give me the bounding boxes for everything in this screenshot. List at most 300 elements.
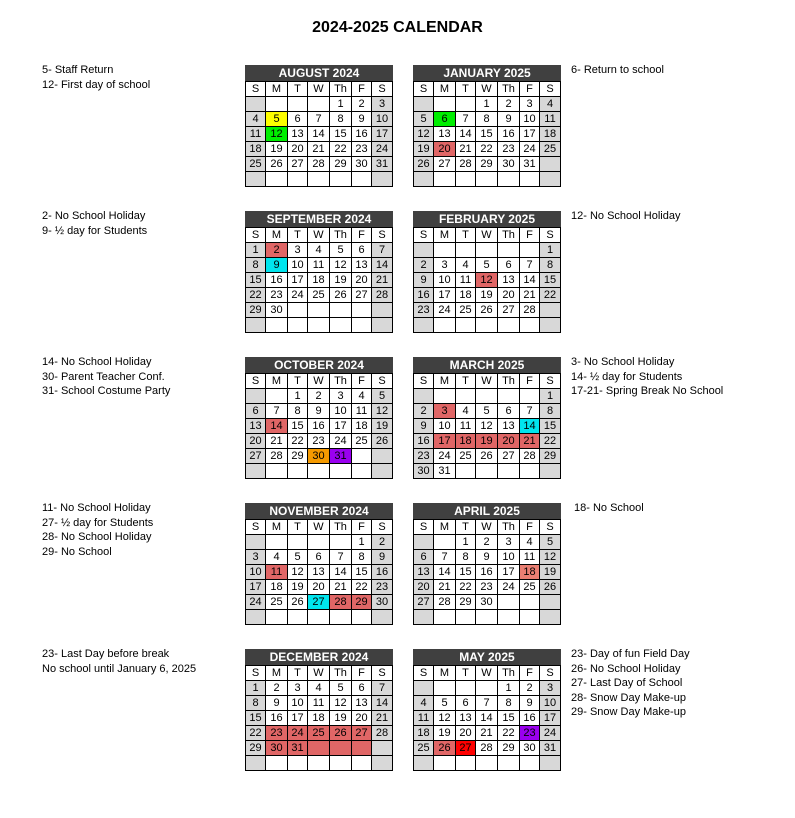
weekday-header: F — [352, 228, 372, 243]
day-cell: 17 — [498, 565, 520, 580]
empty-cell — [246, 172, 266, 187]
day-cell: 10 — [540, 696, 561, 711]
day-cell: 5 — [330, 681, 352, 696]
weekday-header: T — [288, 228, 308, 243]
day-cell: 7 — [372, 243, 393, 258]
day-cell: 21 — [372, 711, 393, 726]
day-cell: 25 — [246, 157, 266, 172]
day-cell: 28 — [456, 157, 476, 172]
day-cell: 31 — [434, 464, 456, 479]
month-title: DECEMBER 2024 — [245, 649, 393, 665]
day-cell: 29 — [540, 449, 561, 464]
empty-cell — [434, 172, 456, 187]
month-title: MARCH 2025 — [413, 357, 561, 373]
day-cell: 4 — [520, 535, 540, 550]
weekday-header: F — [352, 520, 372, 535]
note-line: 17-21- Spring Break No School — [571, 385, 724, 398]
day-cell: 6 — [352, 681, 372, 696]
day-cell: 19 — [372, 419, 393, 434]
day-cell: 13 — [434, 127, 456, 142]
day-cell: 24 — [434, 449, 456, 464]
day-cell: 13 — [414, 565, 434, 580]
weekday-header: M — [434, 374, 456, 389]
empty-cell — [498, 464, 520, 479]
note-line: 27- Last Day of School — [571, 677, 683, 690]
day-cell: 29 — [246, 741, 266, 756]
empty-cell — [246, 97, 266, 112]
day-cell: 3 — [246, 550, 266, 565]
empty-cell — [456, 97, 476, 112]
month-title: NOVEMBER 2024 — [245, 503, 393, 519]
weekday-header: S — [540, 374, 561, 389]
day-cell: 27 — [352, 288, 372, 303]
day-cell: 9 — [308, 404, 330, 419]
day-cell: 27 — [456, 741, 476, 756]
day-cell: 3 — [288, 681, 308, 696]
weekday-header: T — [456, 666, 476, 681]
note-left-2 — [42, 355, 170, 399]
empty-cell — [330, 464, 352, 479]
empty-cell — [308, 535, 330, 550]
day-cell: 2 — [308, 389, 330, 404]
day-cell: 30 — [498, 157, 520, 172]
weekday-header: S — [372, 520, 393, 535]
day-cell: 1 — [288, 389, 308, 404]
day-cell: 23 — [414, 303, 434, 318]
day-cell: 18 — [308, 711, 330, 726]
day-cell: 23 — [266, 288, 288, 303]
weekday-header: S — [414, 228, 434, 243]
day-cell: 13 — [456, 711, 476, 726]
day-cell: 5 — [372, 389, 393, 404]
month-grid — [245, 81, 393, 187]
weekday-header: T — [456, 374, 476, 389]
day-cell: 20 — [308, 580, 330, 595]
empty-cell — [434, 610, 456, 625]
weekday-header: S — [540, 520, 561, 535]
empty-cell — [434, 97, 456, 112]
empty-cell — [414, 97, 434, 112]
day-cell: 24 — [520, 142, 540, 157]
empty-cell — [414, 318, 434, 333]
weekday-header: S — [246, 520, 266, 535]
empty-cell — [266, 756, 288, 771]
day-cell: 8 — [330, 112, 352, 127]
empty-cell — [434, 389, 456, 404]
empty-cell — [288, 172, 308, 187]
day-cell: 26 — [540, 580, 561, 595]
empty-cell — [498, 610, 520, 625]
day-cell: 5 — [266, 112, 288, 127]
empty-cell — [266, 389, 288, 404]
day-cell: 22 — [476, 142, 498, 157]
day-cell: 27 — [308, 595, 330, 610]
empty-cell — [476, 610, 498, 625]
day-cell: 15 — [246, 273, 266, 288]
day-cell: 2 — [520, 681, 540, 696]
day-cell: 22 — [330, 142, 352, 157]
day-cell: 4 — [308, 243, 330, 258]
day-cell: 4 — [414, 696, 434, 711]
weekday-header: F — [520, 82, 540, 97]
day-cell: 8 — [246, 696, 266, 711]
day-cell: 29 — [288, 449, 308, 464]
day-cell: 4 — [456, 404, 476, 419]
day-cell: 23 — [476, 580, 498, 595]
empty-cell — [352, 303, 372, 318]
day-cell: 31 — [330, 449, 352, 464]
day-cell: 18 — [540, 127, 561, 142]
day-cell: 25 — [352, 434, 372, 449]
empty-cell — [308, 303, 330, 318]
day-cell: 8 — [476, 112, 498, 127]
day-cell: 12 — [540, 550, 561, 565]
empty-cell — [288, 756, 308, 771]
day-cell: 2 — [476, 535, 498, 550]
day-cell: 29 — [352, 595, 372, 610]
note-line: 3- No School Holiday — [571, 356, 675, 368]
day-cell: 13 — [498, 273, 520, 288]
day-cell: 21 — [520, 288, 540, 303]
day-cell: 22 — [246, 726, 266, 741]
calendar-september-2024 — [245, 211, 393, 333]
day-cell: 24 — [330, 434, 352, 449]
empty-cell — [498, 595, 520, 610]
empty-cell — [476, 318, 498, 333]
day-cell: 28 — [266, 449, 288, 464]
empty-cell — [330, 172, 352, 187]
empty-cell — [414, 389, 434, 404]
day-cell: 5 — [434, 696, 456, 711]
day-cell: 17 — [246, 580, 266, 595]
day-cell: 6 — [434, 112, 456, 127]
day-cell: 16 — [352, 127, 372, 142]
day-cell: 3 — [330, 389, 352, 404]
empty-cell — [456, 610, 476, 625]
weekday-header: S — [540, 666, 561, 681]
weekday-header: S — [540, 82, 561, 97]
empty-cell — [330, 535, 352, 550]
note-line: 9- ½ day for Students — [42, 224, 148, 237]
day-cell: 14 — [372, 258, 393, 273]
empty-cell — [476, 756, 498, 771]
empty-cell — [434, 318, 456, 333]
note-line: 28- Snow Day Make-up — [571, 691, 686, 704]
day-cell: 13 — [288, 127, 308, 142]
weekday-header: W — [476, 374, 498, 389]
day-cell: 28 — [308, 157, 330, 172]
weekday-header: F — [520, 520, 540, 535]
calendar-april-2025 — [413, 503, 561, 625]
day-cell: 12 — [330, 258, 352, 273]
day-cell: 25 — [266, 595, 288, 610]
day-cell: 31 — [288, 741, 308, 756]
weekday-header: S — [246, 374, 266, 389]
day-cell: 2 — [266, 681, 288, 696]
day-cell: 6 — [414, 550, 434, 565]
empty-cell — [540, 610, 561, 625]
weekday-header: W — [308, 228, 330, 243]
month-title: JANUARY 2025 — [413, 65, 561, 81]
weekday-header: S — [246, 228, 266, 243]
weekday-header: Th — [330, 82, 352, 97]
day-cell: 23 — [520, 726, 540, 741]
day-cell: 15 — [540, 273, 561, 288]
empty-cell — [352, 318, 372, 333]
day-cell: 23 — [498, 142, 520, 157]
day-cell: 19 — [476, 288, 498, 303]
day-cell: 26 — [330, 726, 352, 741]
weekday-header: W — [308, 666, 330, 681]
day-cell: 2 — [352, 97, 372, 112]
empty-cell — [456, 681, 476, 696]
weekday-header: F — [352, 666, 372, 681]
day-cell: 2 — [266, 243, 288, 258]
note-left-4 — [42, 647, 196, 676]
day-cell: 1 — [540, 389, 561, 404]
empty-cell — [372, 449, 393, 464]
month-title: SEPTEMBER 2024 — [245, 211, 393, 227]
note-line: 27- ½ day for Students — [42, 516, 154, 529]
day-cell: 18 — [414, 726, 434, 741]
weekday-header: W — [476, 82, 498, 97]
weekday-header: T — [456, 520, 476, 535]
day-cell: 27 — [434, 157, 456, 172]
month-grid — [245, 665, 393, 771]
empty-cell — [330, 318, 352, 333]
day-cell: 24 — [434, 303, 456, 318]
day-cell: 19 — [476, 434, 498, 449]
day-cell: 14 — [476, 711, 498, 726]
day-cell: 29 — [476, 157, 498, 172]
day-cell: 5 — [476, 404, 498, 419]
day-cell: 27 — [498, 449, 520, 464]
day-cell: 18 — [246, 142, 266, 157]
empty-cell — [414, 681, 434, 696]
day-cell: 15 — [330, 127, 352, 142]
note-line: 30- Parent Teacher Conf. — [42, 370, 165, 383]
empty-cell — [476, 172, 498, 187]
day-cell: 17 — [288, 273, 308, 288]
day-cell: 4 — [246, 112, 266, 127]
day-cell: 7 — [308, 112, 330, 127]
page-title: 2024-2025 CALENDAR — [312, 19, 483, 36]
day-cell: 4 — [456, 258, 476, 273]
day-cell: 19 — [288, 580, 308, 595]
empty-cell — [308, 318, 330, 333]
day-cell: 1 — [540, 243, 561, 258]
note-right-1 — [571, 209, 680, 224]
empty-cell — [540, 157, 561, 172]
month-grid — [413, 227, 561, 333]
day-cell: 24 — [540, 726, 561, 741]
day-cell: 3 — [434, 404, 456, 419]
note-right-2 — [571, 355, 723, 399]
day-cell: 8 — [498, 696, 520, 711]
day-cell: 14 — [308, 127, 330, 142]
day-cell: 24 — [288, 726, 308, 741]
day-cell: 22 — [246, 288, 266, 303]
day-cell: 16 — [476, 565, 498, 580]
empty-cell — [246, 756, 266, 771]
weekday-header: S — [540, 228, 561, 243]
weekday-header: W — [476, 228, 498, 243]
weekday-header: Th — [330, 520, 352, 535]
day-cell: 7 — [330, 550, 352, 565]
empty-cell — [352, 172, 372, 187]
day-cell: 14 — [520, 273, 540, 288]
weekday-header: M — [434, 666, 456, 681]
empty-cell — [372, 741, 393, 756]
day-cell: 14 — [520, 419, 540, 434]
month-title: AUGUST 2024 — [245, 65, 393, 81]
day-cell: 21 — [308, 142, 330, 157]
day-cell: 19 — [540, 565, 561, 580]
day-cell: 15 — [246, 711, 266, 726]
day-cell: 30 — [352, 157, 372, 172]
weekday-header: M — [266, 374, 288, 389]
day-cell: 19 — [330, 273, 352, 288]
day-cell: 1 — [246, 243, 266, 258]
day-cell: 10 — [246, 565, 266, 580]
weekday-header: Th — [330, 228, 352, 243]
day-cell: 9 — [498, 112, 520, 127]
weekday-header: Th — [498, 374, 520, 389]
day-cell: 26 — [288, 595, 308, 610]
day-cell: 10 — [520, 112, 540, 127]
note-line: 11- No School Holiday — [42, 502, 151, 514]
day-cell: 21 — [434, 580, 456, 595]
empty-cell — [434, 681, 456, 696]
day-cell: 28 — [476, 741, 498, 756]
day-cell: 24 — [498, 580, 520, 595]
day-cell: 27 — [246, 449, 266, 464]
day-cell: 1 — [456, 535, 476, 550]
empty-cell — [456, 243, 476, 258]
day-cell: 8 — [540, 404, 561, 419]
calendar-january-2025 — [413, 65, 561, 187]
day-cell: 16 — [266, 273, 288, 288]
empty-cell — [498, 756, 520, 771]
day-cell: 6 — [288, 112, 308, 127]
day-cell: 10 — [372, 112, 393, 127]
day-cell: 2 — [414, 258, 434, 273]
day-cell: 12 — [434, 711, 456, 726]
day-cell: 19 — [414, 142, 434, 157]
day-cell: 20 — [352, 273, 372, 288]
day-cell: 25 — [308, 726, 330, 741]
day-cell: 10 — [330, 404, 352, 419]
day-cell: 11 — [520, 550, 540, 565]
empty-cell — [414, 535, 434, 550]
empty-cell — [540, 172, 561, 187]
note-line: 28- No School Holiday — [42, 531, 152, 544]
day-cell: 5 — [476, 258, 498, 273]
month-grid — [413, 519, 561, 625]
day-cell: 9 — [266, 696, 288, 711]
day-cell: 7 — [520, 258, 540, 273]
day-cell: 10 — [434, 419, 456, 434]
day-cell: 17 — [520, 127, 540, 142]
day-cell: 26 — [434, 741, 456, 756]
day-cell: 14 — [330, 565, 352, 580]
day-cell: 17 — [434, 434, 456, 449]
day-cell: 5 — [414, 112, 434, 127]
day-cell: 17 — [434, 288, 456, 303]
weekday-header: F — [520, 228, 540, 243]
day-cell: 29 — [246, 303, 266, 318]
day-cell: 11 — [308, 258, 330, 273]
day-cell: 26 — [414, 157, 434, 172]
day-cell: 12 — [476, 419, 498, 434]
day-cell: 3 — [520, 97, 540, 112]
empty-cell — [476, 681, 498, 696]
day-cell: 19 — [434, 726, 456, 741]
day-cell: 20 — [414, 580, 434, 595]
day-cell: 1 — [476, 97, 498, 112]
day-cell: 26 — [476, 303, 498, 318]
day-cell: 18 — [308, 273, 330, 288]
empty-cell — [414, 172, 434, 187]
empty-cell — [414, 756, 434, 771]
empty-cell — [288, 464, 308, 479]
day-cell: 10 — [288, 696, 308, 711]
day-cell: 8 — [246, 258, 266, 273]
note-line: 23- Day of fun Field Day — [571, 648, 690, 660]
day-cell: 20 — [456, 726, 476, 741]
day-cell: 11 — [456, 419, 476, 434]
calendar-august-2024 — [245, 65, 393, 187]
month-grid — [413, 81, 561, 187]
empty-cell — [288, 97, 308, 112]
day-cell: 25 — [520, 580, 540, 595]
empty-cell — [246, 535, 266, 550]
day-cell: 13 — [352, 696, 372, 711]
note-left-1 — [42, 209, 147, 238]
weekday-header: M — [434, 82, 456, 97]
day-cell: 27 — [498, 303, 520, 318]
day-cell: 29 — [456, 595, 476, 610]
month-grid — [245, 227, 393, 333]
note-left-3 — [42, 501, 153, 559]
note-line: 31- School Costume Party — [42, 385, 171, 398]
day-cell: 4 — [308, 681, 330, 696]
day-cell: 5 — [540, 535, 561, 550]
empty-cell — [476, 389, 498, 404]
weekday-header: Th — [498, 228, 520, 243]
day-cell: 25 — [308, 288, 330, 303]
empty-cell — [266, 610, 288, 625]
weekday-header: W — [308, 374, 330, 389]
day-cell: 23 — [352, 142, 372, 157]
day-cell: 1 — [330, 97, 352, 112]
day-cell: 10 — [288, 258, 308, 273]
day-cell: 20 — [352, 711, 372, 726]
weekday-header: S — [372, 82, 393, 97]
day-cell: 26 — [266, 157, 288, 172]
weekday-header: T — [288, 666, 308, 681]
empty-cell — [288, 610, 308, 625]
day-cell: 24 — [372, 142, 393, 157]
day-cell: 11 — [352, 404, 372, 419]
empty-cell — [266, 464, 288, 479]
weekday-header: S — [414, 520, 434, 535]
weekday-header: M — [266, 666, 288, 681]
empty-cell — [540, 303, 561, 318]
day-cell: 7 — [434, 550, 456, 565]
empty-cell — [372, 318, 393, 333]
day-cell: 20 — [498, 434, 520, 449]
